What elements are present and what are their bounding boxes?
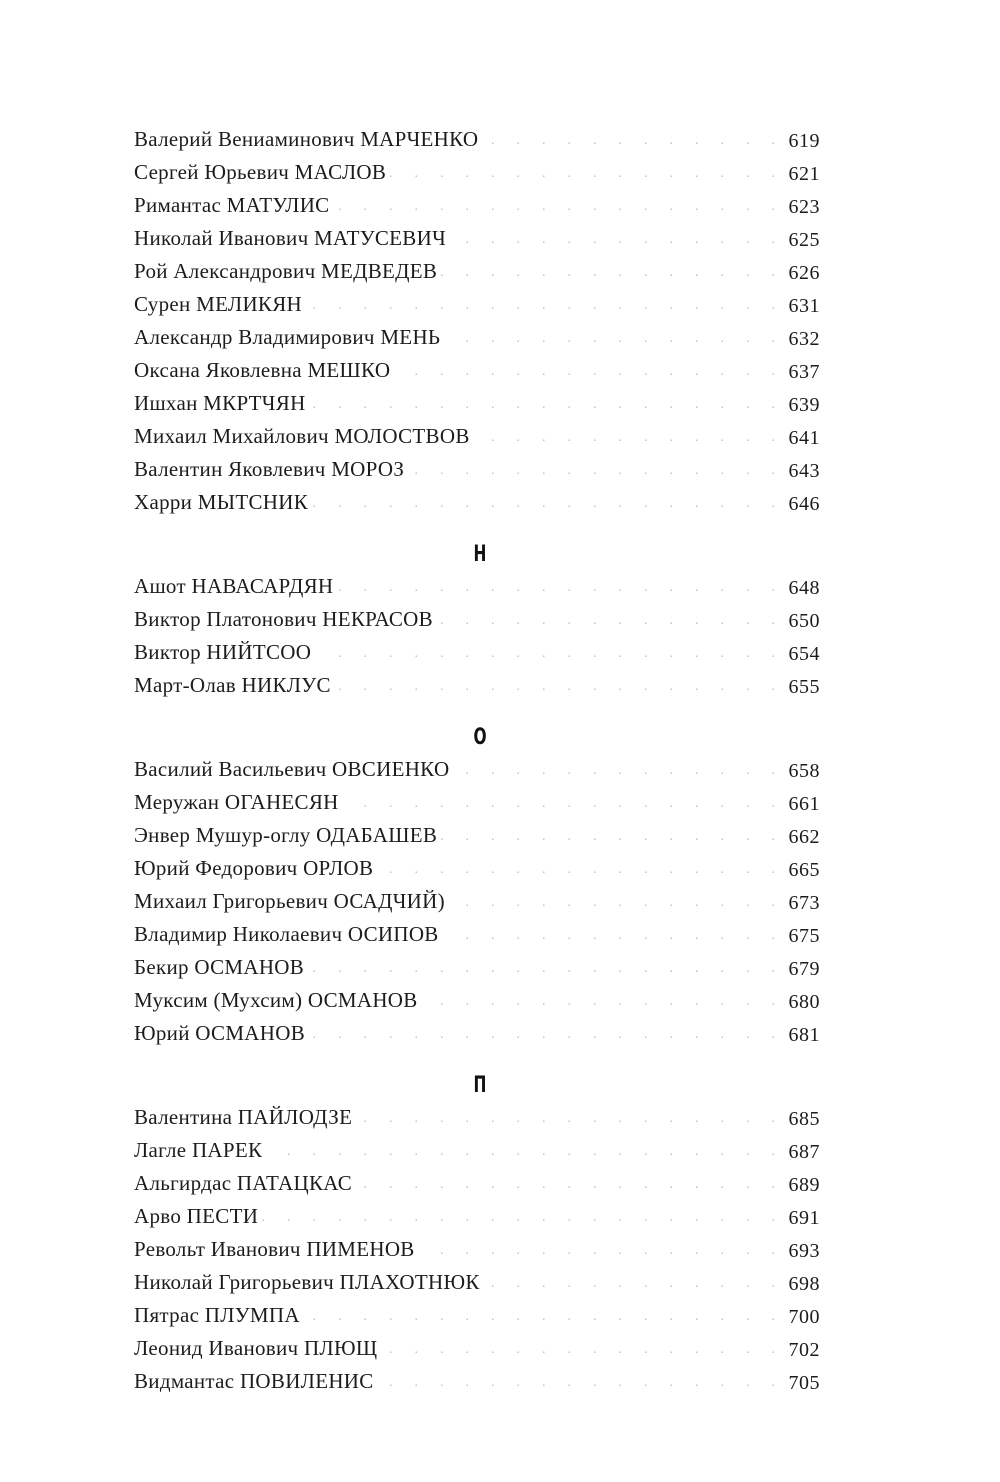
toc-entry[interactable] [134, 604, 820, 634]
entry-name: Валентин Яковлевич МОРОЗ [134, 454, 408, 484]
toc-entry[interactable] [134, 1018, 820, 1048]
page-number: 621 [785, 159, 821, 189]
toc-entry[interactable] [134, 124, 820, 154]
toc-entry[interactable] [134, 256, 820, 286]
entry-name: Виктор Платонович НЕКРАСОВ [134, 604, 437, 634]
toc-entry[interactable] [134, 322, 820, 352]
toc-entry[interactable] [134, 919, 820, 949]
page-number: 693 [785, 1236, 821, 1266]
entry-name: Василий Васильевич ОВСИЕНКО [134, 754, 453, 784]
entry-name: Юрий ОСМАНОВ [134, 1018, 309, 1048]
page-number: 691 [785, 1203, 821, 1233]
toc-entry[interactable] [134, 421, 820, 451]
entry-name: Александр Владимирович МЕНЬ [134, 322, 444, 352]
page-number: 661 [785, 789, 821, 819]
page-number: 658 [785, 756, 821, 786]
page-number: 680 [785, 987, 821, 1017]
entry-name: Михаил Григорьевич ОСАДЧИЙ) [134, 886, 449, 916]
entry-name: Харри МЫТСНИК [134, 487, 312, 517]
page-number: 643 [785, 456, 821, 486]
page-number: 673 [785, 888, 821, 918]
entry-name: Сурен МЕЛИКЯН [134, 289, 306, 319]
toc-entry[interactable] [134, 1168, 820, 1198]
toc-entry[interactable] [134, 157, 820, 187]
entry-name: Николай Григорьевич ПЛАХОТНЮК [134, 1267, 484, 1297]
toc-entry[interactable] [134, 487, 820, 517]
toc-entry[interactable] [134, 1102, 820, 1132]
page-number: 685 [785, 1104, 821, 1134]
toc-entry[interactable] [134, 853, 820, 883]
page-number: 631 [785, 291, 821, 321]
toc-entry[interactable] [134, 388, 820, 418]
page-number: 648 [785, 573, 821, 603]
toc-entry[interactable] [134, 190, 820, 220]
toc-entry[interactable] [134, 289, 820, 319]
page-number: 655 [785, 672, 821, 702]
entry-name: Муксим (Мухсим) ОСМАНОВ [134, 985, 422, 1015]
entry-name: Ашот НАВАСАРДЯН [134, 571, 337, 601]
page-number: 687 [785, 1137, 821, 1167]
page-number: 665 [785, 855, 821, 885]
toc-entry[interactable] [134, 952, 820, 982]
entry-name: Виктор НИЙТСОО [134, 637, 315, 667]
entry-name: Револьт Иванович ПИМЕНОВ [134, 1234, 419, 1264]
page-number: 626 [785, 258, 821, 288]
page-number: 641 [785, 423, 821, 453]
page-number: 662 [785, 822, 821, 852]
toc-entry[interactable] [134, 886, 820, 916]
toc-entry[interactable] [134, 637, 820, 667]
toc-entry[interactable] [134, 1201, 820, 1231]
entry-name: Валентина ПАЙЛОДЗЕ [134, 1102, 356, 1132]
page-number: 705 [785, 1368, 821, 1398]
entry-name: Николай Иванович МАТУСЕВИЧ [134, 223, 450, 253]
toc-entry[interactable] [134, 670, 820, 700]
entry-name: Пятрас ПЛУМПА [134, 1300, 304, 1330]
toc-entry[interactable] [134, 571, 820, 601]
toc-entry[interactable] [134, 1135, 820, 1165]
page-number: 681 [785, 1020, 821, 1050]
toc-entry[interactable] [134, 985, 820, 1015]
section-letter: О [473, 725, 487, 750]
toc-entry[interactable] [134, 1366, 820, 1396]
page-number: 698 [785, 1269, 821, 1299]
entry-name: Сергей Юрьевич МАСЛОВ [134, 157, 390, 187]
toc-entry[interactable] [134, 1300, 820, 1330]
page-number: 689 [785, 1170, 821, 1200]
page-number: 639 [785, 390, 821, 420]
toc-entry[interactable] [134, 787, 820, 817]
entry-name: Энвер Мушур-оглу ОДАБАШЕВ [134, 820, 441, 850]
toc-entry[interactable] [134, 1267, 820, 1297]
page-number: 679 [785, 954, 821, 984]
toc-entry[interactable] [134, 223, 820, 253]
page-number: 654 [785, 639, 821, 669]
entry-name: Владимир Николаевич ОСИПОВ [134, 919, 443, 949]
page-number: 623 [785, 192, 821, 222]
page-number: 702 [785, 1335, 821, 1365]
page-number: 646 [785, 489, 821, 519]
toc-entry[interactable] [134, 820, 820, 850]
toc-entry[interactable] [134, 454, 820, 484]
entry-name: Леонид Иванович ПЛЮЩ [134, 1333, 381, 1363]
toc-entry[interactable] [134, 355, 820, 385]
entry-name: Арво ПЕСТИ [134, 1201, 262, 1231]
section-letter: Н [473, 542, 487, 567]
toc-entry[interactable] [134, 1234, 820, 1264]
entry-name: Юрий Федорович ОРЛОВ [134, 853, 377, 883]
page-number: 625 [785, 225, 821, 255]
entry-name: Бекир ОСМАНОВ [134, 952, 308, 982]
entry-name: Валерий Вениаминович МАРЧЕНКО [134, 124, 482, 154]
entry-name: Рой Александрович МЕДВЕДЕВ [134, 256, 441, 286]
toc-entry[interactable] [134, 1333, 820, 1363]
page-number: 675 [785, 921, 821, 951]
entry-name: Ишхан МКРТЧЯН [134, 388, 310, 418]
page-number: 650 [785, 606, 821, 636]
toc-entry[interactable] [134, 754, 820, 784]
entry-name: Меружан ОГАНЕСЯН [134, 787, 343, 817]
section-letter: П [473, 1073, 487, 1098]
entry-name: Март-Олав НИКЛУС [134, 670, 335, 700]
entry-name: Римантас МАТУЛИС [134, 190, 333, 220]
page-number: 700 [785, 1302, 821, 1332]
page-number: 637 [785, 357, 821, 387]
page-number: 619 [785, 126, 821, 156]
entry-name: Лагле ПАРЕК [134, 1135, 266, 1165]
entry-name: Михаил Михайлович МОЛОСТВОВ [134, 421, 474, 451]
entry-name: Видмантас ПОВИЛЕНИС [134, 1366, 378, 1396]
page-number: 632 [785, 324, 821, 354]
entry-name: Оксана Яковлевна МЕШКО [134, 355, 394, 385]
entry-name: Альгирдас ПАТАЦКАС [134, 1168, 356, 1198]
